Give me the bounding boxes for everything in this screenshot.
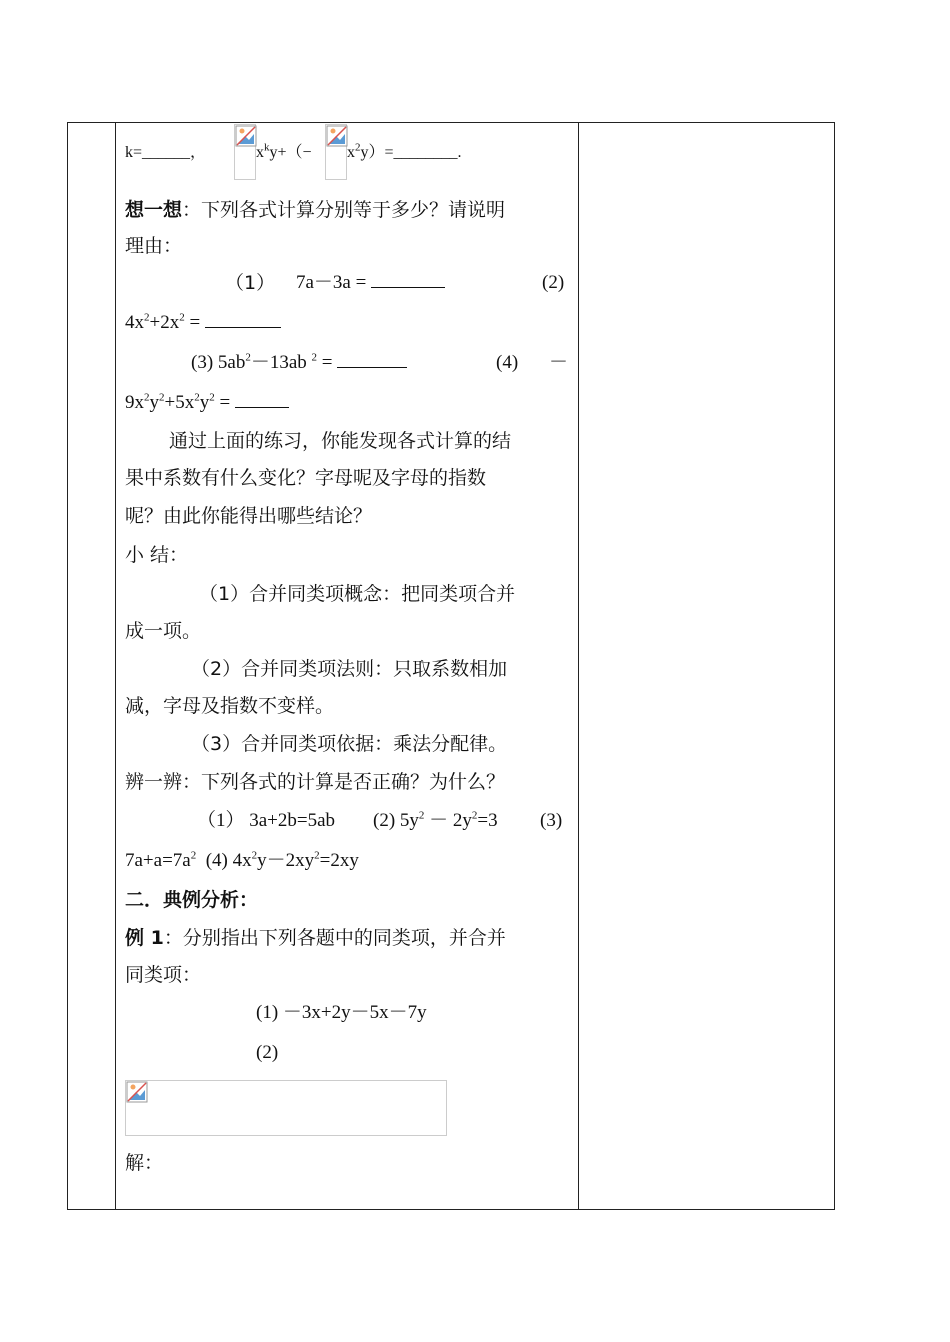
fraction-image [234,124,256,180]
expression-image [125,1080,447,1136]
broken-image-icon [235,125,257,147]
exercise-1: 7a－3a = [296,272,445,294]
exercise-4-label: (4) [496,352,519,373]
section-title: 二．典例分析： [125,889,259,911]
discover-p1: 通过上面的练习，你能发现各式计算的结 [169,430,512,452]
exercise-4: $9x^2y^2+5x^2y^2$ = [125,392,289,414]
answer-label: 解： [125,1152,164,1174]
exercise-1-label: （1） [225,272,276,294]
judge-q3-label: (3) [540,810,563,831]
column-divider-1 [115,123,116,1209]
x2y-term: $x^2y)=\_\_\_\_\_\_\_\_$. [347,141,462,161]
summary-title: 小 结： [125,544,189,566]
fraction-image-2 [325,124,347,180]
judge-title: 辨一辨：下列各式的计算是否正确？为什么？ [125,771,506,793]
judge-q1: （1） 3a+2b=5ab [197,810,336,831]
think-heading: 想一想：下列各式计算分别等于多少？请说明 [125,199,506,221]
summary-2a: （2）合并同类项法则：只取系数相加 [191,658,508,680]
exercise-3: (3) $5ab^2-13ab$ $^2$ = [191,352,407,374]
x-k-y-term: $x^ky+(-$ [256,141,312,161]
line-k-expression [125,142,206,164]
think-text-2: 理由： [125,235,183,257]
judge-q2: (2) $5y^2 - 2y^2=3$ [373,809,498,831]
judge-q3-q4: $7a+a=7a^2$ (4) $4x^2y-2xy^2=2xy$ [125,849,359,871]
summary-1b: 成一项。 [125,620,202,642]
summary-1a: （1）合并同类项概念：把同类项合并 [199,583,516,605]
summary-3: （3）合并同类项依据：乘法分配律。 [191,733,508,755]
example-1-part-1: (1) －3x+2y－5x－7y [256,1002,427,1023]
column-divider-2 [578,123,579,1209]
broken-image-icon [326,125,348,147]
k-blank: k=______， [125,144,207,161]
discover-p3: 呢？由此你能得出哪些结论？ [125,505,373,527]
exercise-4-minus: － [549,352,569,373]
summary-2b: 减，字母及指数不变样。 [125,695,335,717]
example-1-text-2: 同类项： [125,964,202,986]
discover-p2: 果中系数有什么变化？字母呢及字母的指数 [125,467,487,489]
example-1-part-2: (2) [256,1042,279,1063]
example-1-heading: 例 1：分别指出下列各题中的同类项，并合并 [125,927,506,949]
exercise-2-label: (2) [542,272,565,293]
exercise-2: $4x^2+2x^2$ = [125,312,281,334]
broken-image-icon [126,1081,148,1103]
